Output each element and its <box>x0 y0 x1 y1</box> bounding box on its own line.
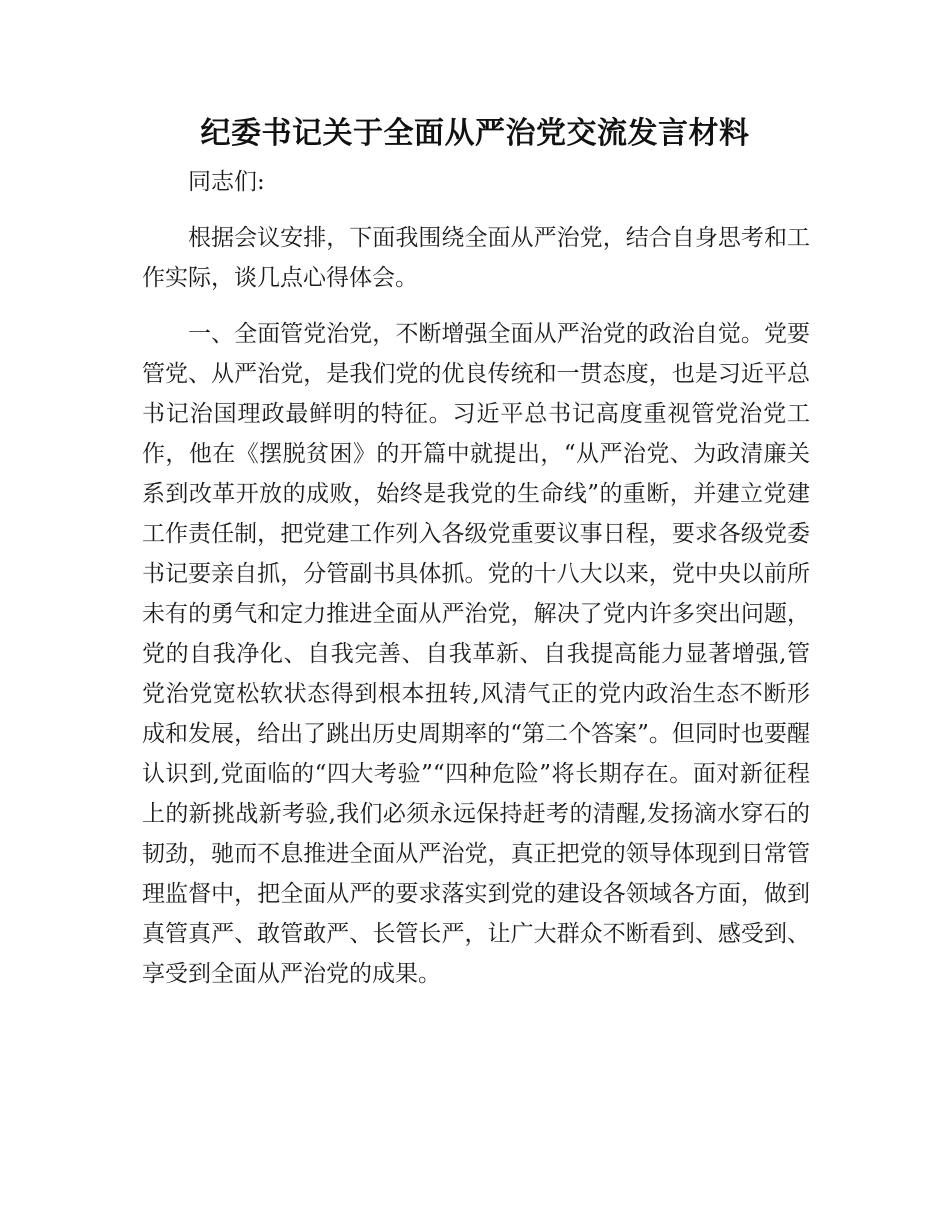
intro-paragraph: 根据会议安排，下面我围绕全面从严治党，结合自身思考和工作实际，谈几点心得体会。 <box>142 225 810 291</box>
salutation-paragraph: 同志们: <box>188 169 265 195</box>
section-one-paragraph: 一、全面管党治党，不断增强全面从严治党的政治自觉。党要管党、从严治党，是我们党的优良传统和一贯态度，也是习近平总书记治国理政最鲜明的特征。习近平总书记高度重视管党治党工作，他在《摆脱贫困》的开篇中就提出，“从严治党、为政清廉关系到改革开放的成败，始终是我党的生命线”的重断，并建立党建工作责任制，把党建工作列入各级党重要议事日程，要求各级党委书记要亲自抓，分管副书具体抓。党的十八大以来，党中央以前所未有的勇气和定力推进全面从严治党，解决了党内许多突出问题，党的自我净化、自我完善、自我革新、自我提高能力显著增强,管党治党宽松软状态得到根本扭转,风清气正的党内政治生态不断形成和发展，给出了跳出历史周期率的“第二个答案”。但同时也要醒认识到,党面临的“四大考验”“四种危险”将长期存在。面对新征程上的新挑战新考验,我们必须永远保持赶考的清醒,发扬滴水穿石的韧劲，驰而不息推进全面从严治党，真正把党的领导体现到日常管理监督中，把全面从严的要求落实到党的建设各领域各方面，做到真管真严、敢管敢严、长管长严，让广大群众不断看到、感受到、享受到全面从严治党的成果。 <box>142 321 810 987</box>
document-body <box>142 162 810 1010</box>
document-title: 纪委书记关于全面从严治党交流发言材料 <box>200 116 750 151</box>
